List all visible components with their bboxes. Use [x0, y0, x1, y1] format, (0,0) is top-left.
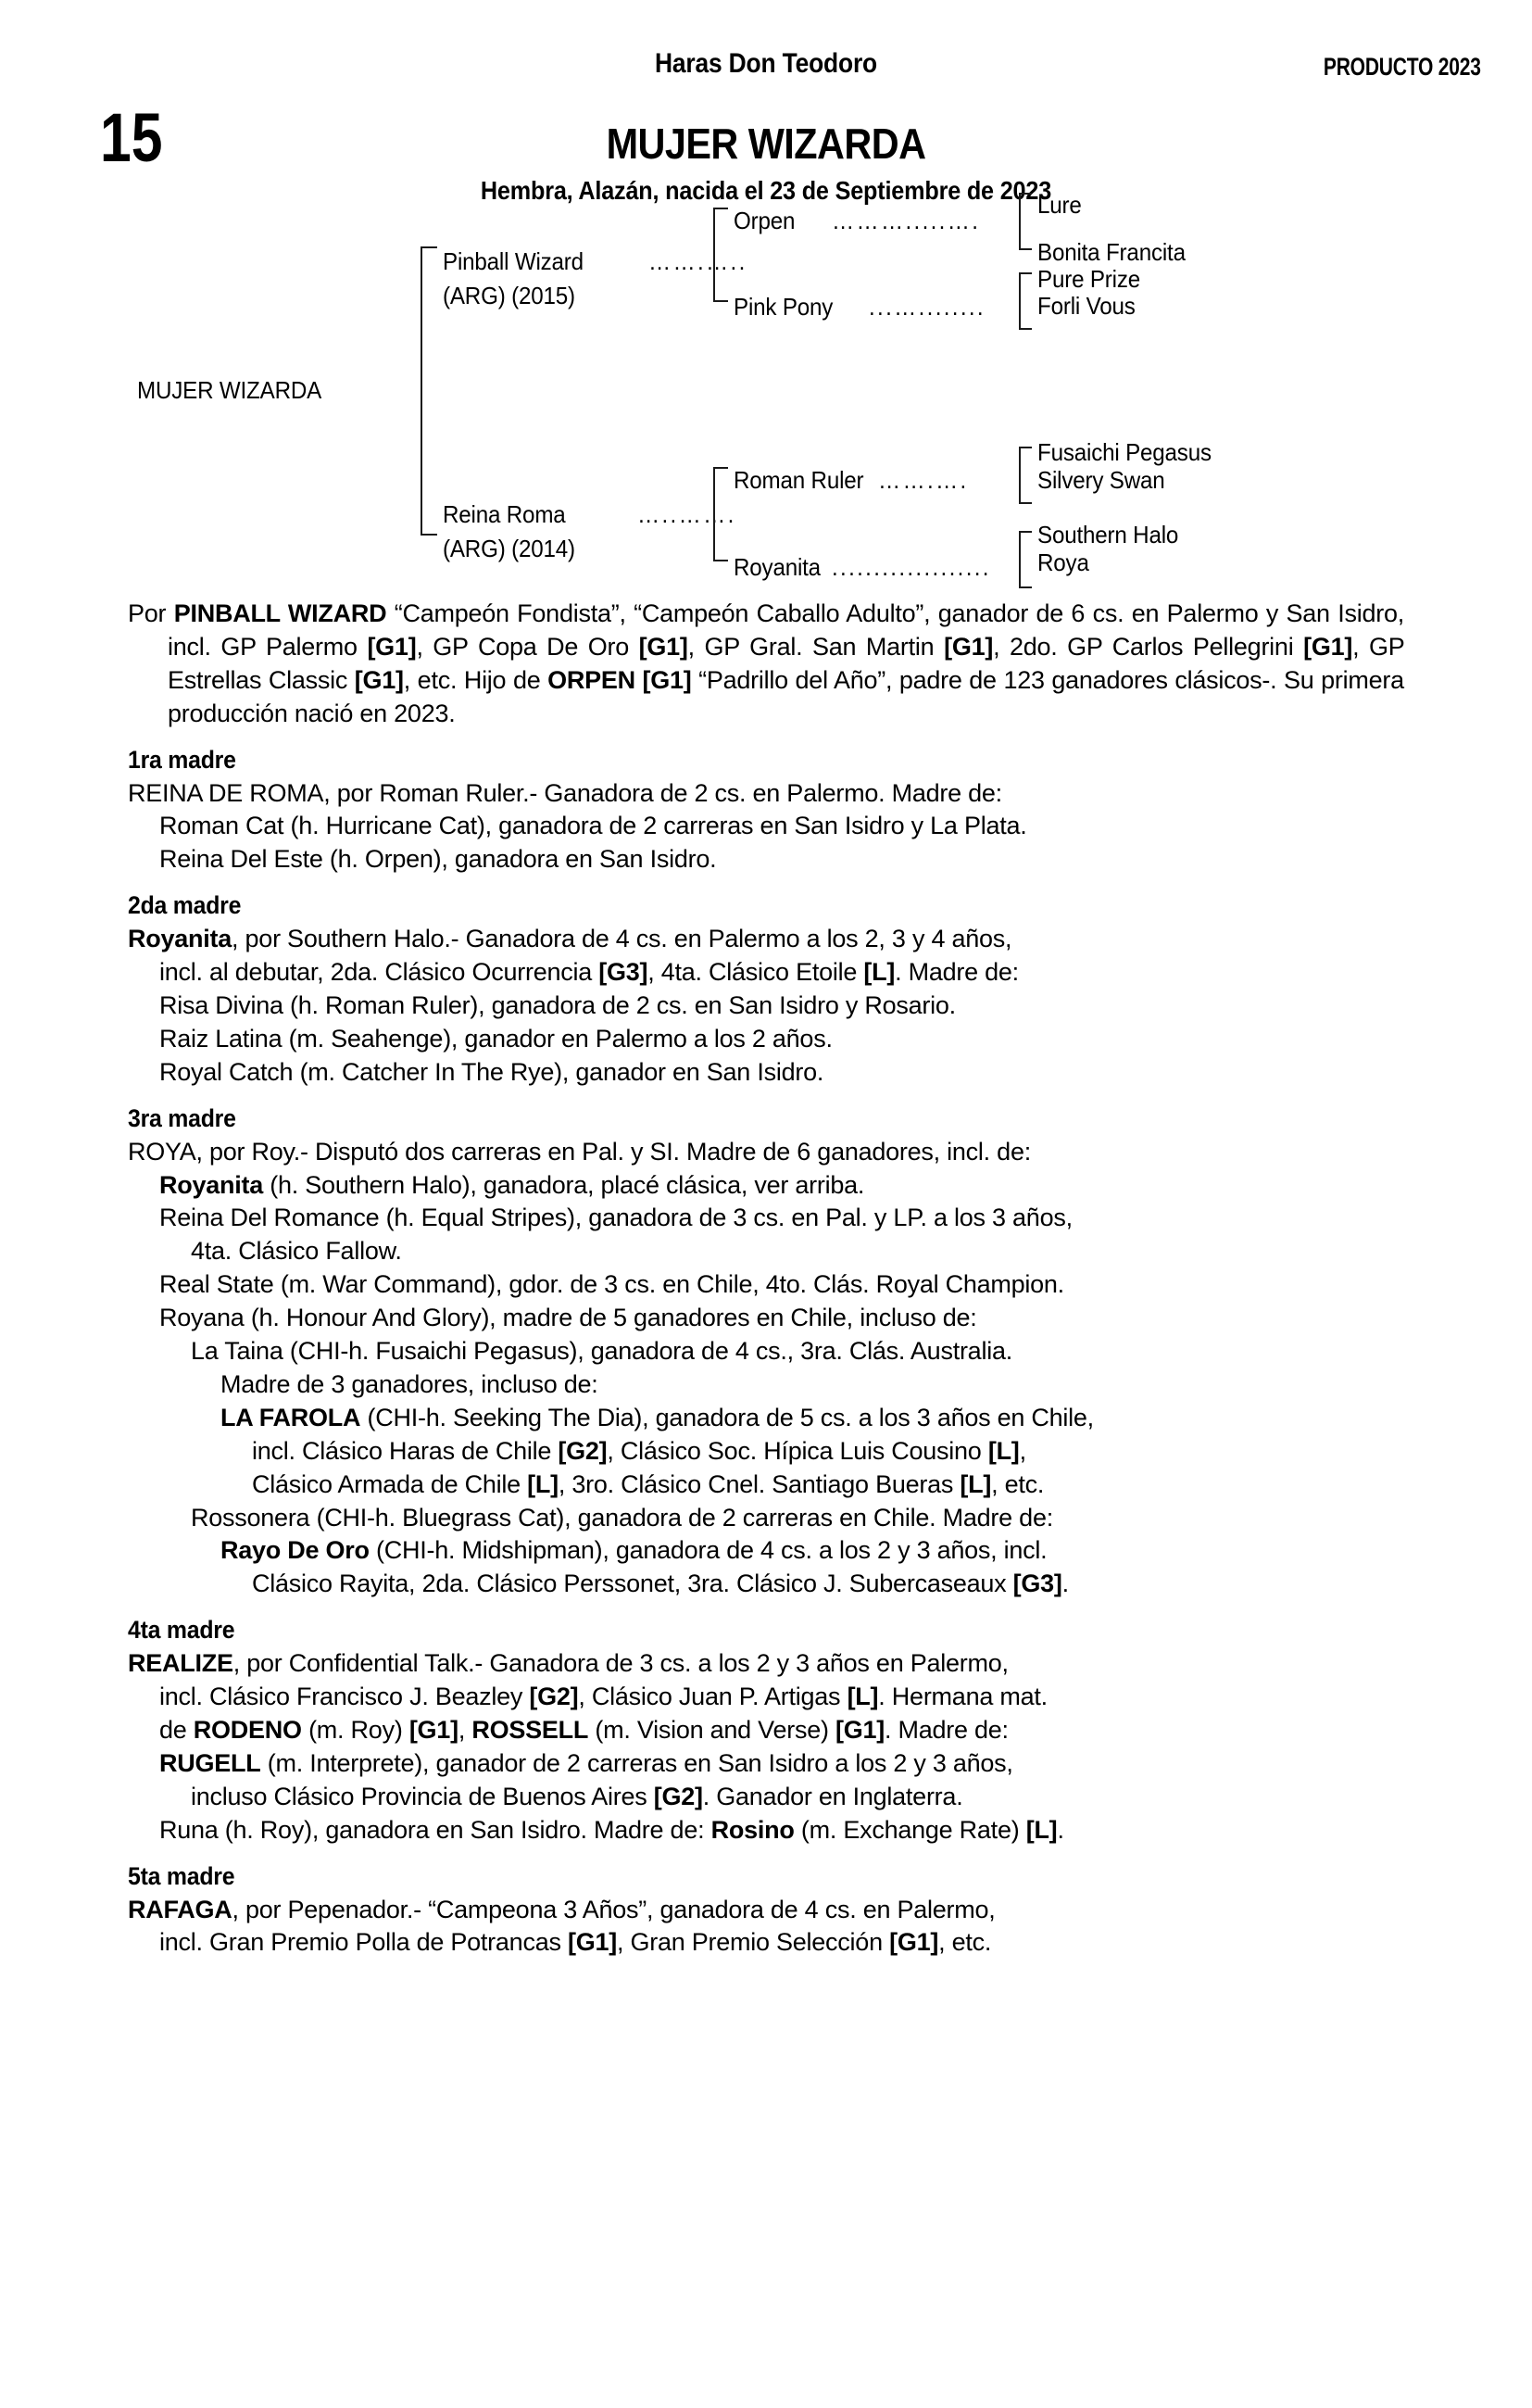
producto-year-label: PRODUCTO 2023	[1324, 53, 1481, 81]
pedigree-dam-sire-name: Roman Ruler	[734, 466, 864, 494]
progeny-line	[128, 1814, 1404, 1847]
grade-badge: [L]	[847, 1683, 879, 1711]
progeny-text: incl. al debutar, 2da. Clásico Ocurrencia	[159, 958, 599, 987]
pedigree-g3-dam-dam-sire: Southern Halo	[1037, 521, 1179, 548]
pedigree-g3-sire-dam-sire: Pure Prize	[1037, 265, 1141, 293]
progeny-text: (m. Exchange Rate)	[794, 1815, 1026, 1844]
pedigree-dam-dam-dots: ...................	[832, 553, 991, 581]
progeny-line	[128, 1368, 1404, 1402]
madre-section-heading: 1ra madre	[128, 745, 236, 774]
horse-description: Hembra, Alazán, nacida el 23 de Septiembre de 2023	[480, 176, 1052, 205]
progeny-text: de	[159, 1716, 194, 1744]
progeny-text: , por Southern Halo.- Ganadora de 4 cs. en Palermo a los 2, 3 y 4 años,	[232, 925, 1012, 953]
sire-para-line2a: ganador de 6 cs. en Palermo y San Isidro, incl. GP Palermo	[168, 599, 1404, 661]
pedigree-bracket-sire-gen2	[713, 208, 728, 302]
progeny-text: .	[1061, 1570, 1069, 1598]
progeny-text: ,	[1019, 1436, 1026, 1465]
progeny-line	[128, 1714, 1404, 1747]
madre-section-heading: 3ra madre	[128, 1103, 236, 1132]
progeny-line	[128, 1136, 1404, 1169]
progeny-line	[128, 1402, 1404, 1435]
horse-name-bold: Rosino	[710, 1815, 795, 1844]
grade-badge: [G2]	[653, 1782, 703, 1810]
pedigree-sire-sire-name: Orpen	[734, 207, 796, 234]
pedigree-sire-dam-dots: ...…........	[869, 293, 986, 321]
pedigree-dam-sire-dots: …….….	[878, 466, 969, 494]
progeny-text: Runa (h. Roy), ganadora en San Isidro. Madre de:	[159, 1815, 711, 1844]
pedigree-sire-sire-dots: ……….....….	[832, 207, 981, 234]
sire-para-line3c: , 2do. GP Carlos Pellegrini	[993, 632, 1294, 661]
grade-badge-g1: [G1]	[354, 665, 404, 694]
sire-name-bold: PINBALL WIZARD	[173, 599, 387, 627]
grade-badge-g1: [G1]	[944, 632, 994, 661]
madre-section-heading: 4ta madre	[128, 1616, 235, 1645]
progeny-line	[128, 1747, 1404, 1781]
progeny-text: (m. Interprete), ganador de 2 carreras en San Isidro a los 2 y 3 años,	[260, 1748, 1013, 1777]
progeny-line	[128, 777, 1404, 811]
progeny-text: ROYA, por Roy.- Disputó dos carreras en Pal. y SI. Madre de 6 ganadores, incl. de:	[128, 1137, 1031, 1166]
grade-badge: [G1]	[835, 1716, 885, 1744]
grade-badge: [L]	[527, 1469, 559, 1498]
progeny-text: . Hermana mat.	[878, 1683, 1048, 1711]
progeny-line	[128, 1235, 1404, 1268]
grade-badge: [G1]	[408, 1716, 458, 1744]
sire-paragraph	[128, 598, 1404, 731]
lot-number: 15	[100, 99, 163, 176]
sire-para-line2b: , GP Copa De	[416, 632, 579, 661]
progeny-text: Rossonera (CHI-h. Bluegrass Cat), ganadora de 2 carreras en Chile. Madre de:	[191, 1503, 1053, 1532]
progeny-line	[128, 1202, 1404, 1235]
pedigree-g3-sire-sire-dam: Bonita Francita	[1037, 238, 1186, 266]
pedigree-g3-dam-sire-dam: Silvery Swan	[1037, 466, 1165, 494]
pedigree-bracket-ss-gen3	[1019, 193, 1032, 250]
progeny-line	[128, 990, 1404, 1023]
madres-sections	[128, 744, 1404, 1960]
progeny-line	[128, 1926, 1404, 1960]
horse-name-bold: Royanita	[128, 925, 232, 953]
progeny-text: incl. Clásico Haras de Chile	[252, 1436, 559, 1465]
pedigree-g3-sire-dam-dam: Forli Vous	[1037, 292, 1136, 320]
sire-para-line3a: Oro	[587, 632, 630, 661]
progeny-text: La Taina (CHI-h. Fusaichi Pegasus), ganadora de 4 cs., 3ra. Clás. Australia.	[191, 1337, 1012, 1366]
pedigree-dam-detail: (ARG) (2014)	[443, 535, 575, 562]
progeny-text: (m. Roy)	[301, 1716, 409, 1744]
progeny-text: incluso Clásico Provincia de Buenos Aires	[191, 1782, 654, 1810]
horse-name-bold: LA FAROLA	[220, 1403, 361, 1431]
orpen-name-bold: ORPEN [G1]	[547, 665, 692, 694]
progeny-text: , etc.	[938, 1928, 992, 1957]
pedigree-g3-dam-sire-sire: Fusaichi Pegasus	[1037, 438, 1212, 466]
progeny-text: incl. Gran Premio Polla de Potrancas	[159, 1928, 568, 1957]
pedigree-g3-sire-sire-sire: Lure	[1037, 191, 1082, 219]
progeny-line	[128, 1502, 1404, 1535]
progeny-text: Reina Del Este (h. Orpen), ganadora en San Isidro.	[159, 845, 717, 874]
pedigree-sire-name: Pinball Wizard	[443, 247, 584, 275]
pedigree-g3-dam-dam-dam: Roya	[1037, 548, 1089, 576]
grade-badge-g1: [G1]	[1303, 632, 1353, 661]
progeny-line	[128, 1335, 1404, 1368]
progeny-line	[128, 1435, 1404, 1469]
pedigree-bracket-gen1	[421, 246, 437, 536]
sire-para-line4c: “Padrillo del Año”, padre de	[698, 665, 997, 694]
progeny-text: Reina Del Romance (h. Equal Stripes), ganadora de 3 cs. en Pal. y LP. a los 3 años,	[159, 1204, 1073, 1232]
progeny-line	[128, 1169, 1404, 1203]
sire-para-lead: Por	[128, 599, 167, 627]
progeny-text: ,	[458, 1716, 472, 1744]
pedigree-sire-detail: (ARG) (2015)	[443, 282, 575, 309]
horse-name-bold: RUGELL	[159, 1748, 261, 1777]
progeny-text: (h. Southern Halo), ganadora, placé clásica, ver arriba.	[263, 1170, 865, 1199]
progeny-line	[128, 810, 1404, 843]
progeny-line	[128, 923, 1404, 956]
progeny-text: Clásico Armada de Chile	[252, 1469, 528, 1498]
madre-section-heading: 5ta madre	[128, 1861, 235, 1890]
progeny-text: , 4ta. Clásico Etoile	[647, 958, 864, 987]
pedigree-sire-dam-name: Pink Pony	[734, 293, 834, 321]
sire-para-line3d: , GP	[1352, 632, 1404, 661]
horse-name-bold: ROSSELL	[471, 1716, 589, 1744]
pedigree-subject: MUJER WIZARDA	[137, 376, 322, 404]
progeny-line	[128, 1894, 1404, 1927]
progeny-text: , por Pepenador.- “Campeona 3 Años”, ganadora de 4 cs. en Palermo,	[232, 1895, 996, 1923]
grade-badge: [G3]	[1012, 1570, 1062, 1598]
progeny-line	[128, 1681, 1404, 1714]
progeny-line	[128, 1568, 1404, 1601]
progeny-text: .	[1057, 1815, 1064, 1844]
grade-badge: [L]	[960, 1469, 992, 1498]
progeny-text: Raiz Latina (m. Seahenge), ganador en Palermo a los 2 años.	[159, 1024, 833, 1053]
progeny-text: , Clásico Soc. Hípica Luis Cousino	[607, 1436, 988, 1465]
progeny-text: . Madre de:	[895, 958, 1019, 987]
horse-name-bold: RAFAGA	[128, 1895, 232, 1923]
progeny-text: Real State (m. War Command), gdor. de 3 cs. en Chile, 4to. Clás. Royal Champion.	[159, 1270, 1064, 1299]
grade-badge: [L]	[863, 958, 896, 987]
progeny-line	[128, 1302, 1404, 1335]
sire-para-line3b: , GP Gral. San Martin	[687, 632, 935, 661]
progeny-line	[128, 1534, 1404, 1568]
pedigree-bracket-sd-gen3	[1019, 272, 1032, 330]
pedigree-dam-dots: …..…….	[637, 500, 736, 528]
progeny-text: (CHI-h. Seeking The Dia), ganadora de 5 cs. a los 3 años en Chile,	[360, 1403, 1094, 1431]
horse-name-bold: Royanita	[159, 1170, 264, 1199]
progeny-text: , Gran Premio Selección	[616, 1928, 890, 1957]
progeny-text: . Madre de:	[884, 1716, 1009, 1744]
farm-name: Haras Don Teodoro	[654, 48, 878, 79]
progeny-text: Risa Divina (h. Roman Ruler), ganadora de 2 cs. en San Isidro y Rosario.	[159, 990, 956, 1019]
progeny-text: incl. Clásico Francisco J. Beazley	[159, 1683, 530, 1711]
progeny-line	[128, 956, 1404, 990]
page-header	[0, 0, 1532, 213]
progeny-line	[128, 1469, 1404, 1502]
progeny-line	[128, 1023, 1404, 1056]
progeny-line	[128, 1781, 1404, 1814]
progeny-text: Clásico Rayita, 2da. Clásico Perssonet, 3ra. Clásico J. Subercaseaux	[252, 1570, 1013, 1598]
progeny-text: Royana (h. Honour And Glory), madre de 5 ganadores en Chile, incluso de:	[159, 1304, 977, 1332]
progeny-text: , etc.	[991, 1469, 1045, 1498]
grade-badge: [G2]	[558, 1436, 608, 1465]
grade-badge: [G3]	[598, 958, 648, 987]
grade-badge: [G2]	[529, 1683, 579, 1711]
madre-section-heading: 2da madre	[128, 891, 242, 920]
progeny-text: Royal Catch (m. Catcher In The Rye), ganador en San Isidro.	[159, 1057, 824, 1086]
horse-name-bold: REALIZE	[128, 1649, 233, 1678]
pedigree-bracket-ds-gen3	[1019, 447, 1032, 504]
pedigree-dam-dam-name: Royanita	[734, 553, 821, 581]
progeny-line	[128, 1056, 1404, 1090]
progeny-text: . Ganador en Inglaterra.	[702, 1782, 963, 1810]
sire-para-line4a: Estrellas Classic	[168, 665, 348, 694]
progeny-line	[128, 1268, 1404, 1302]
progeny-text: Roman Cat (h. Hurricane Cat), ganadora de 2 carreras en San Isidro y La Plata.	[159, 812, 1027, 840]
sire-para-line5: 123 ganadores clásicos-. Su primera producción nació en 2023.	[168, 665, 1404, 727]
progeny-line	[128, 1647, 1404, 1681]
progeny-text: , 3ro. Clásico Cnel. Santiago Bueras	[558, 1469, 961, 1498]
pedigree-dam-name: Reina Roma	[443, 500, 566, 528]
sire-para-line4b: , etc. Hijo de	[403, 665, 541, 694]
progeny-text: , Clásico Juan P. Artigas	[578, 1683, 848, 1711]
progeny-text: Madre de 3 ganadores, incluso de:	[220, 1369, 598, 1398]
pedigree-chart	[0, 191, 1532, 598]
pedigree-bracket-dam-gen2	[713, 467, 728, 561]
grade-badge: [L]	[1025, 1815, 1058, 1844]
grade-badge: [L]	[987, 1436, 1020, 1465]
horse-name-bold: RODENO	[193, 1716, 302, 1744]
progeny-text: REINA DE ROMA, por Roman Ruler.- Ganadora de 2 cs. en Palermo. Madre de:	[128, 778, 1002, 807]
progeny-line	[128, 843, 1404, 876]
grade-badge-g1: [G1]	[638, 632, 688, 661]
grade-badge: [G1]	[889, 1928, 939, 1957]
page-title: MUJER WIZARDA	[606, 120, 926, 168]
pedigree-text-body	[0, 598, 1532, 1960]
progeny-text: (CHI-h. Midshipman), ganadora de 4 cs. a los 2 y 3 años, incl.	[369, 1536, 1048, 1565]
progeny-text: , por Confidential Talk.- Ganadora de 3 cs. a los 2 y 3 años en Palermo,	[232, 1649, 1009, 1678]
progeny-text: (m. Vision and Verse)	[588, 1716, 835, 1744]
grade-badge: [G1]	[567, 1928, 617, 1957]
progeny-text: 4ta. Clásico Fallow.	[191, 1237, 402, 1266]
pedigree-bracket-dd-gen3	[1019, 531, 1032, 588]
pedigree-sire-dots: …….…..	[648, 247, 747, 275]
sire-para-line1: “Campeón Fondista”, “Campeón Caballo Adulto”,	[394, 599, 931, 627]
grade-badge-g1: [G1]	[367, 632, 417, 661]
horse-name-bold: Rayo De Oro	[220, 1536, 370, 1565]
